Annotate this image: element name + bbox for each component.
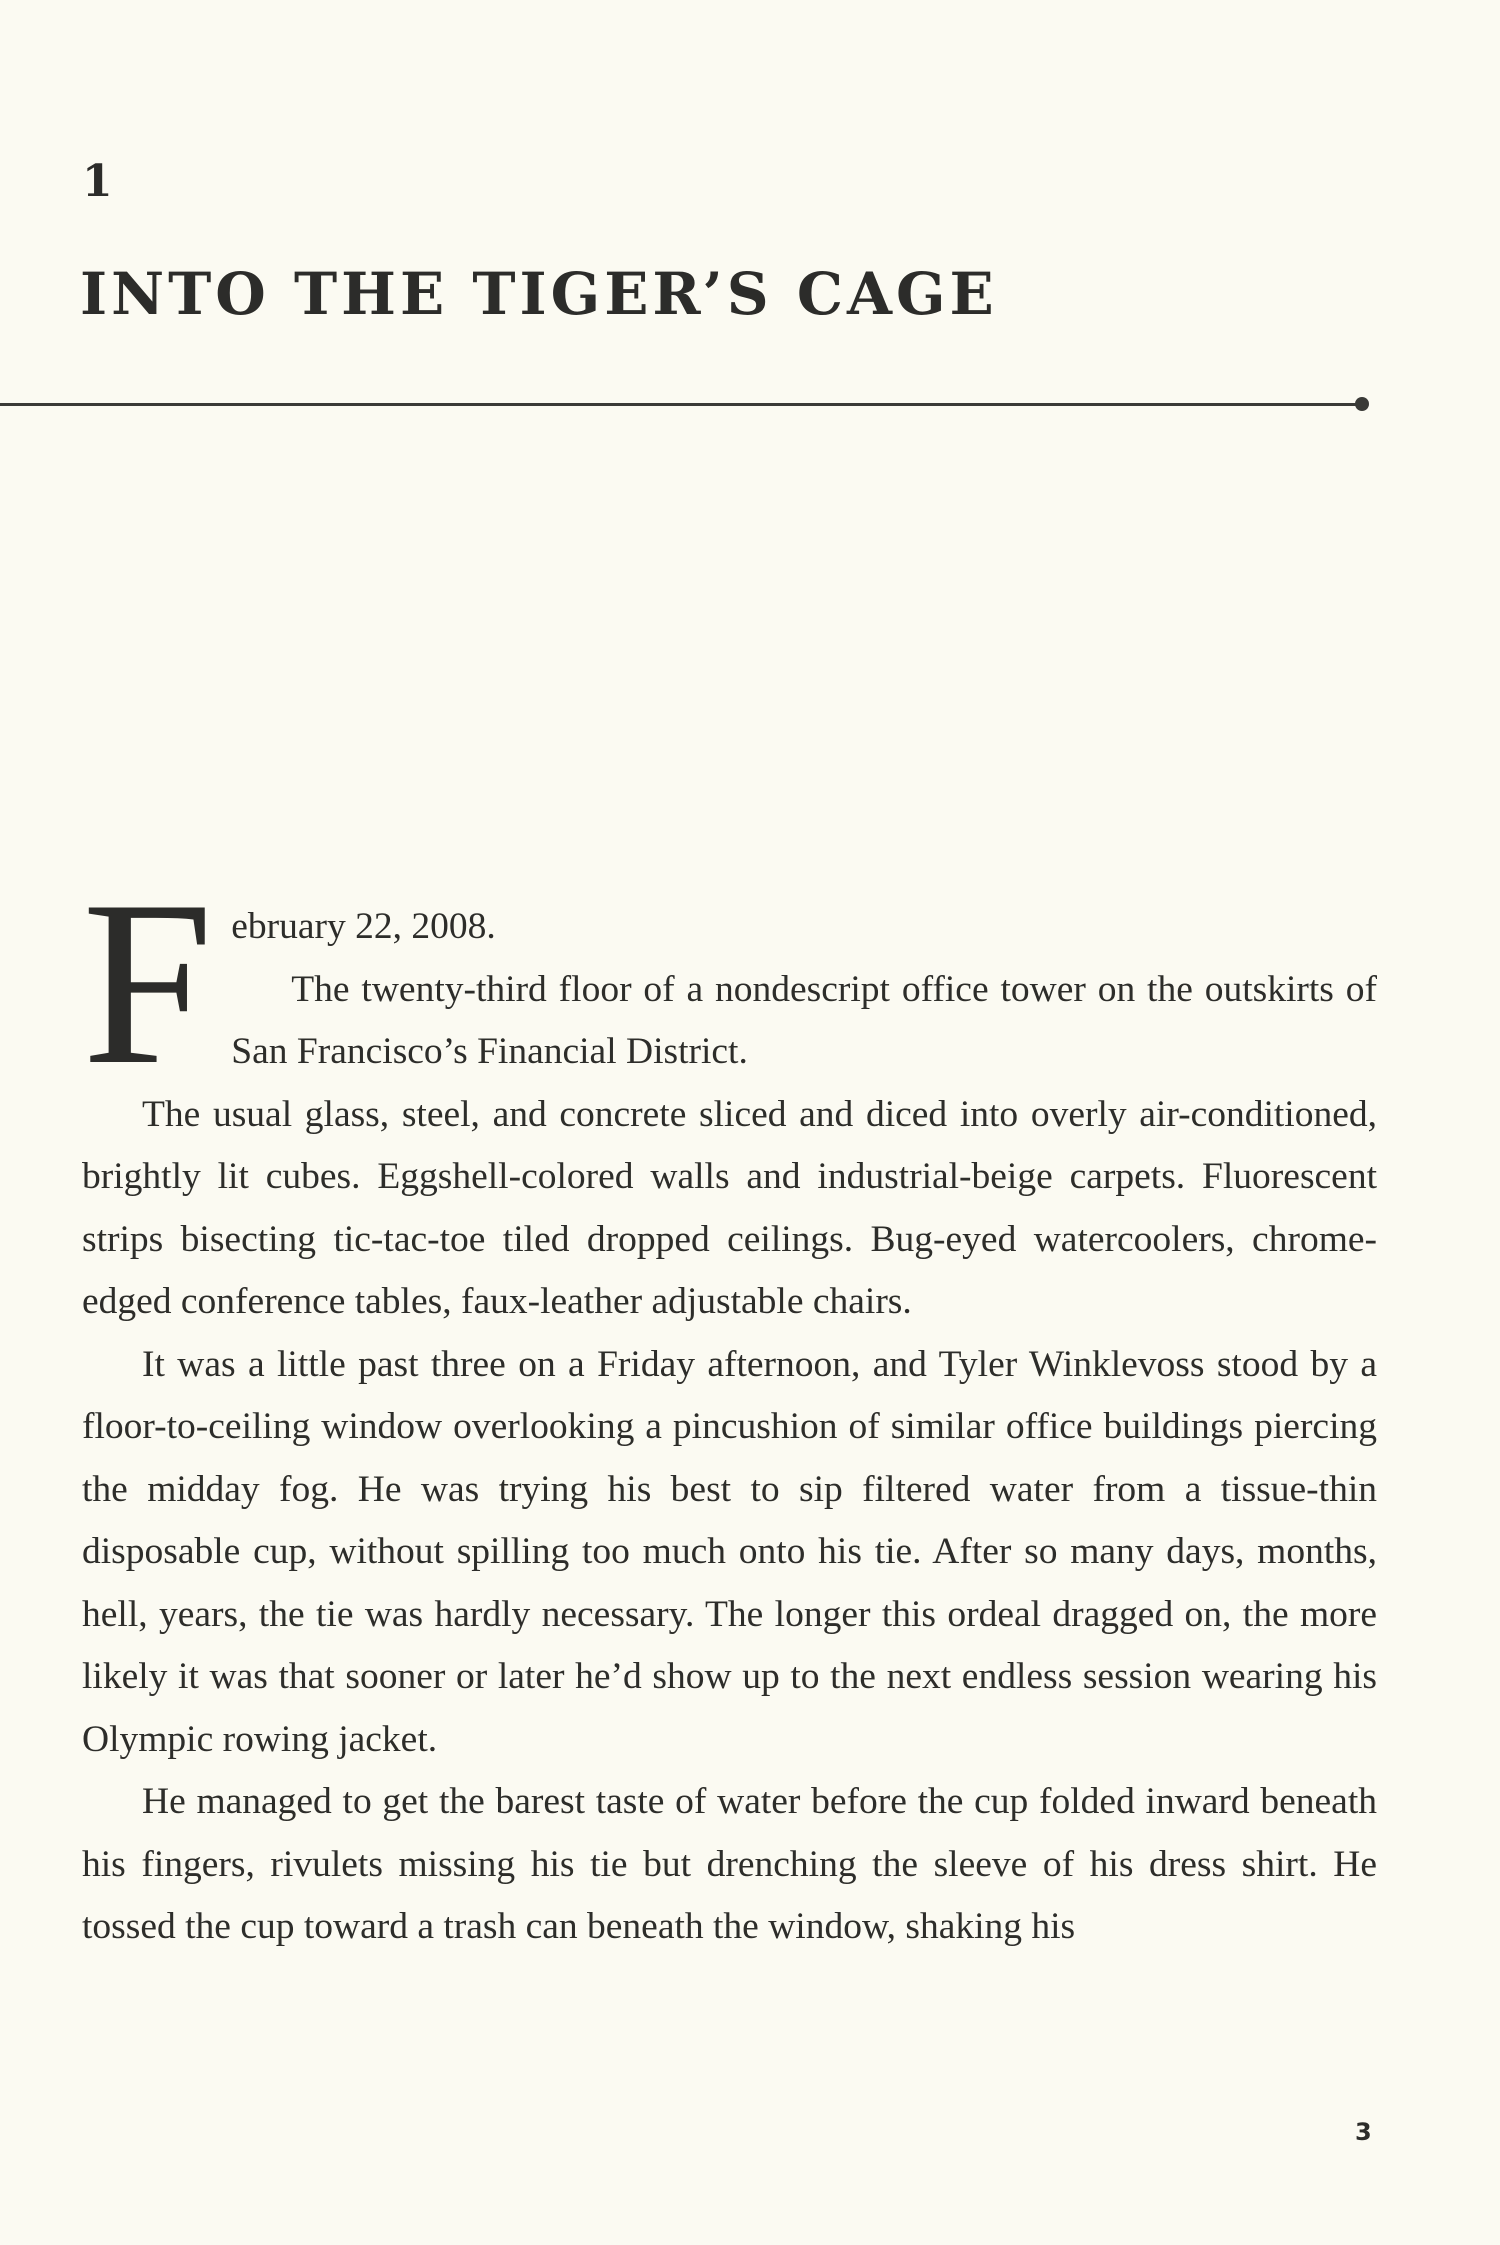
paragraph: The usual glass, steel, and concrete sliced and diced into overly air-conditioned, brightly lit cubes. Eggshell-colored walls and industrial-beige carpets. Fluorescent strips bisecting tic-tac-toe tiled dropped ceilings. Bug-eyed watercoolers, chrome-edged conference tables, faux-leather adjustable chairs. [82,1093,1377,1322]
page-number: 3 [1355,2118,1372,2146]
opening-line: ebruary 22, 2008. [231,906,496,947]
title-rule [0,403,1360,406]
paragraph: The twenty-third floor of a nondescript office tower on the outskirts of San Francisco’s Financial District. [231,968,1377,1072]
title-rule-end-dot [1355,397,1369,411]
chapter-title: INTO THE TIGER’S CAGE [80,260,998,328]
paragraph: It was a little past three on a Friday afternoon, and Tyler Winklevoss stood by a floor-to-ceiling window overlooking a pincushion of similar office buildings piercing the midday fog. He was trying his best to sip filtered water from a tissue-thin disposable cup, without spilling too much onto his tie. After so many days, months, hell, years, the tie was hardly necessary. The longer this ordeal dragged on, the more likely it was that sooner or later he’d show up to the next endless session wearing his Olympic rowing jacket. [82,1343,1377,1760]
paragraph: He managed to get the barest taste of water before the cup folded inward beneath his fingers, rivulets missing his tie but drenching the sleeve of his dress shirt. He tossed the cup toward a trash can beneath the window, shaking his [82,1781,1377,1947]
drop-cap: F [82,853,214,1114]
body-text [82,853,1377,1959]
chapter-number: 1 [82,156,113,207]
